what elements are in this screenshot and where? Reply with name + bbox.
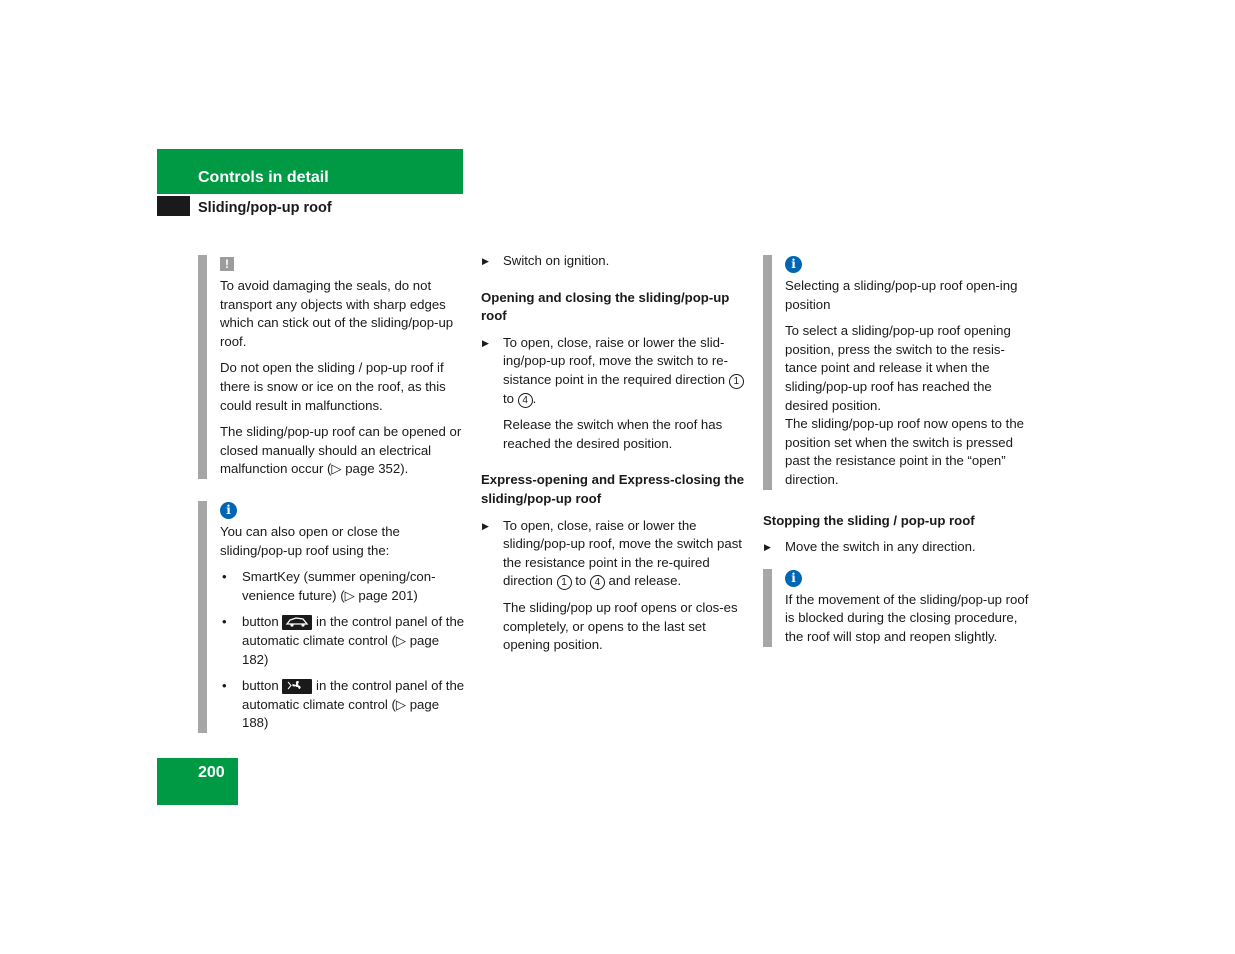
info-position-text-1: To select a sliding/pop-up roof opening position, press the switch to the resis-tance point and release it when the sliding/pop-up roof has reached the desired position. [785, 323, 1011, 413]
warning-box [198, 255, 468, 479]
info-position-title: Selecting a sliding/pop-up roof open-ing position [785, 278, 1018, 312]
list-item: • button in the control panel of the automatic climate control (▷ page 188) [220, 677, 468, 733]
position-marker-1: 1 [557, 575, 572, 590]
warning-icon: ! [220, 257, 234, 271]
info-box-blocked [763, 569, 1035, 647]
column-middle [481, 252, 753, 663]
warning-text-3: The sliding/pop-up roof can be opened or closed manually should an electrical malfunction occur (▷ page 352). [220, 424, 462, 477]
step-open-close: ▶ To open, close, raise or lower the slid-ing/pop-up roof, move the switch to re-sistance point in the required direction 1 to 4 . [481, 334, 753, 408]
fan-icon [282, 679, 312, 694]
position-marker-4: 4 [590, 575, 605, 590]
position-marker-4: 4 [518, 393, 533, 408]
warning-text-2: Do not open the sliding / pop-up roof if there is snow or ice on the roof, as this could result in malfunctions. [220, 360, 446, 413]
info-intro-text: You can also open or close the sliding/pop-up roof using the: [220, 523, 400, 558]
info-icon: i [220, 502, 237, 519]
section-title: Controls in detail [198, 169, 329, 186]
step-switch-ignition: ▶ Switch on ignition. [481, 252, 753, 271]
subsection-marker [157, 196, 190, 216]
step-express: ▶ To open, close, raise or lower the sliding/pop-up roof, move the switch past the resistance point in the re-quired direction 1 to 4 and release. [481, 517, 753, 591]
list-item: • SmartKey (summer opening/con-venience future) (▷ page 201) [220, 568, 468, 605]
info-position-text-2: The sliding/pop-up roof now opens to the position set when the switch is pressed past the resistance point in the “open” direction. [785, 416, 1024, 487]
info-icon: i [785, 256, 802, 273]
heading-stopping: Stopping the sliding / pop-up roof [763, 512, 975, 528]
subsection-title: Sliding/pop-up roof [198, 200, 332, 216]
info-box-manual [198, 501, 468, 733]
column-left [198, 255, 468, 755]
options-list [220, 568, 468, 733]
step-stop: ▶ Move the switch in any direction. [763, 538, 1035, 557]
warning-text-1: To avoid damaging the seals, do not transport any objects with sharp edges which can stick out of the sliding/pop-up roof. [220, 278, 454, 349]
heading-opening-closing: Opening and closing the sliding/pop-up roof [481, 289, 730, 324]
column-right [763, 255, 1035, 669]
list-item: • button in the control panel of the automatic climate control (▷ page 182) [220, 613, 468, 669]
step-release-text: Release the switch when the roof has reached the desired position. [503, 417, 723, 451]
express-result-text: The sliding/pop up roof opens or clos-es completely, or opens to the last set opening position. [503, 599, 738, 653]
info-icon: i [785, 570, 802, 587]
heading-express: Express-opening and Express-closing the sliding/pop-up roof [481, 472, 745, 506]
page-number: 200 [198, 764, 225, 781]
car-roof-icon [282, 615, 312, 630]
position-marker-1: 1 [729, 374, 744, 389]
info-box-position [763, 255, 1035, 490]
info-blocked-text: If the movement of the sliding/pop-up roof is blocked during the closing procedure, the roof will stop and reopen slightly. [785, 591, 1029, 644]
